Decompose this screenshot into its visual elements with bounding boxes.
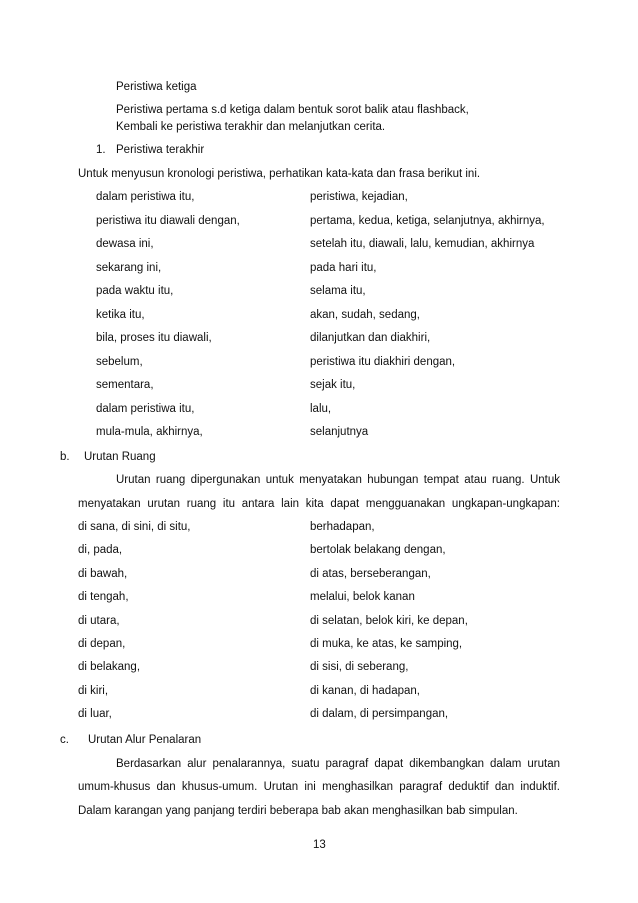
section-b-heading: Urutan Ruang <box>84 451 156 463</box>
chronology-left-term: dewasa ini, <box>96 238 154 250</box>
space-right-term: bertolak belakang dengan, <box>310 544 446 557</box>
flashback-line: Peristiwa pertama s.d ketiga dalam bentuk sorot balik atau flashback, <box>116 104 469 116</box>
chronology-right-term: sejak itu, <box>310 379 356 391</box>
chronology-right-term: peristiwa, kejadian, <box>310 191 408 203</box>
chronology-right-term: dilanjutkan dan diakhiri, <box>310 332 431 344</box>
chronology-left-term: dalam peristiwa itu, <box>96 402 195 415</box>
section-c-paragraph-line3: Dalam karangan yang panjang terdiri beberapa bab akan menghasilkan bab simpulan. <box>78 805 518 817</box>
space-left-term: di depan, <box>78 638 126 650</box>
space-left-term: di luar, <box>78 708 112 721</box>
space-left-term: di utara, <box>78 614 120 627</box>
section-c-paragraph-line1: Berdasarkan alur penalarannya, suatu paragraf dapat dikembangkan dalam urutan <box>116 758 560 770</box>
chronology-right-term: akan, sudah, sedang, <box>310 308 420 321</box>
space-right-term: di selatan, belok kiri, ke depan, <box>310 614 468 627</box>
chronology-left-term: sementara, <box>96 379 154 391</box>
space-left-term: di, pada, <box>78 544 123 557</box>
space-left-term: di sana, di sini, di situ, <box>78 521 191 533</box>
space-left-term: di tengah, <box>78 591 129 604</box>
chronology-right-term: pertama, kedua, ketiga, selanjutnya, akhirnya, <box>310 214 545 227</box>
space-left-term: di kiri, <box>78 684 109 697</box>
chronology-left-term: sekarang ini, <box>96 261 162 274</box>
space-left-term: di bawah, <box>78 567 128 580</box>
chronology-left-term: ketika itu, <box>96 308 145 321</box>
space-right-term: di dalam, di persimpangan, <box>310 708 449 721</box>
event-third-line: Peristiwa ketiga <box>116 81 197 93</box>
chronology-left-term: mula-mula, akhirnya, <box>96 426 203 438</box>
chronology-left-term: peristiwa itu diawali dengan, <box>96 214 240 227</box>
space-right-term: berhadapan, <box>310 521 375 533</box>
page-number: 13 <box>313 839 326 851</box>
chronology-right-term: lalu, <box>310 402 332 415</box>
section-c-paragraph-line2: umum-khusus dan khusus-umum. Urutan ini menghasilkan paragraf deduktif dan induktif. <box>78 781 560 793</box>
section-b-paragraph-line2: menyatakan urutan ruang itu antara lain kita dapat mengguanakan ungkapan-ungkapan: <box>78 498 560 510</box>
chronology-right-term: setelah itu, diawali, lalu, kemudian, akhirnya <box>310 238 535 250</box>
space-right-term: di sisi, di seberang, <box>310 661 409 674</box>
chronology-intro: Untuk menyusun kronologi peristiwa, perhatikan kata-kata dan frasa berikut ini. <box>78 168 481 180</box>
section-c-heading: Urutan Alur Penalaran <box>88 734 202 746</box>
list-item-last-event: Peristiwa terakhir <box>116 144 205 156</box>
section-c-letter: c. <box>60 734 69 746</box>
space-left-term: di belakang, <box>78 661 141 674</box>
chronology-left-term: sebelum, <box>96 355 143 368</box>
section-b-paragraph-line1: Urutan ruang dipergunakan untuk menyatakan hubungan tempat atau ruang. Untuk <box>116 474 560 486</box>
space-right-term: di atas, berseberangan, <box>310 567 431 580</box>
chronology-right-term: selanjutnya <box>310 426 369 438</box>
chronology-left-term: dalam peristiwa itu, <box>96 191 195 203</box>
space-right-term: melalui, belok kanan <box>310 591 415 604</box>
chronology-right-term: peristiwa itu diakhiri dengan, <box>310 355 456 368</box>
chronology-right-term: selama itu, <box>310 285 366 297</box>
return-line: Kembali ke peristiwa terakhir dan melanjutkan cerita. <box>116 121 386 133</box>
space-right-term: di muka, ke atas, ke samping, <box>310 638 463 650</box>
section-b-letter: b. <box>60 451 70 463</box>
chronology-left-term: bila, proses itu diawali, <box>96 332 212 344</box>
chronology-left-term: pada waktu itu, <box>96 285 174 297</box>
list-number: 1. <box>96 144 106 156</box>
space-right-term: di kanan, di hadapan, <box>310 684 420 697</box>
chronology-right-term: pada hari itu, <box>310 261 377 274</box>
